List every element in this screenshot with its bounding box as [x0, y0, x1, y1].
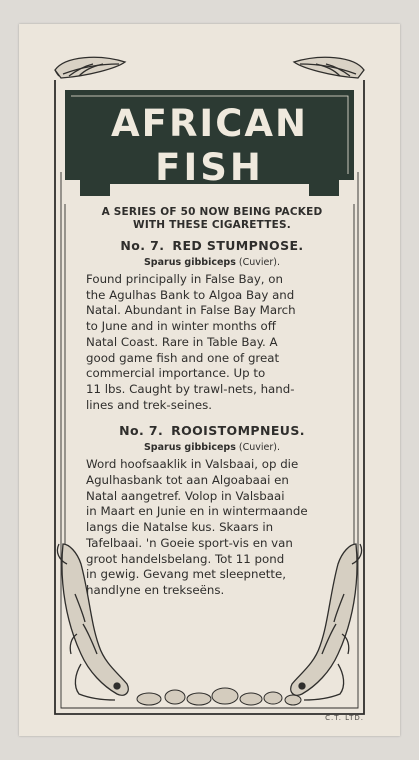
banner-title-line1: AFRICAN [111, 102, 308, 145]
english-line: commercial importance. Up to [86, 366, 266, 381]
english-line: the Agulhas Bank to Algoa Bay and [86, 287, 295, 302]
afrikaans-scientific-name [86, 441, 338, 454]
afrikaans-line: Tafelbaai. 'n Goeie sport-vis en van [86, 535, 293, 550]
english-fish-name: RED STUMPNOSE. [172, 238, 304, 253]
afrikaans-line: handlyne en trekseëns. [86, 582, 225, 597]
english-scientific-name [86, 256, 338, 269]
afrikaans-description [86, 457, 338, 598]
english-number: No. 7. [120, 238, 165, 253]
shell-ornament-right-icon [294, 57, 364, 78]
series-notice-line1: A SERIES OF 50 NOW BEING PACKED [101, 206, 323, 218]
english-description [86, 272, 338, 413]
title-banner-text [65, 86, 354, 200]
afrikaans-heading [86, 423, 338, 439]
afrikaans-line: Agulhasbank tot aan Algoabaai en [86, 473, 289, 488]
english-heading [86, 238, 338, 254]
english-line: good game fish and one of great [86, 350, 280, 365]
afrikaans-section [86, 423, 338, 598]
printer-mark: C.T. LTD. [325, 714, 364, 722]
afrikaans-latin-name: Sparus gibbiceps [143, 442, 236, 454]
afrikaans-line: in Maart en Junie en in wintermaande [86, 504, 308, 519]
english-authority: (Cuvier). [238, 257, 281, 268]
english-line: Natal Coast. Rare in Table Bay. A [86, 334, 278, 349]
afrikaans-authority: (Cuvier). [238, 442, 281, 454]
english-line: to June and in winter months off [86, 319, 276, 334]
english-line: 11 lbs. Caught by trawl-nets, hand- [86, 381, 295, 396]
afrikaans-line: in gewig. Gevang met sleepnette, [86, 567, 287, 582]
cigarette-card [19, 24, 400, 736]
shell-ornament-left-icon [55, 57, 125, 78]
pebble-border-icon [137, 688, 301, 705]
afrikaans-fish-name: ROOISTOMPNEUS. [171, 423, 305, 439]
card-text [86, 206, 338, 599]
banner-title-line2: FISH [155, 146, 264, 189]
afrikaans-number: No. 7. [119, 423, 164, 439]
afrikaans-line: Word hoofsaaklik in Valsbaai, op die [86, 457, 299, 472]
afrikaans-line: langs die Natalse kus. Skaars in [86, 520, 274, 535]
english-line: Natal. Abundant in False Bay March [86, 303, 296, 318]
afrikaans-line: Natal aangetref. Volop in Valsbaai [86, 488, 285, 503]
english-latin-name: Sparus gibbiceps [143, 257, 236, 268]
english-line: Found principally in False Bay, on [86, 272, 283, 286]
english-line: lines and trek-seines. [86, 397, 213, 412]
series-notice-line2: WITH THESE CIGARETTES. [133, 219, 291, 231]
afrikaans-line: groot handelsbelang. Tot 11 pond [86, 551, 285, 566]
